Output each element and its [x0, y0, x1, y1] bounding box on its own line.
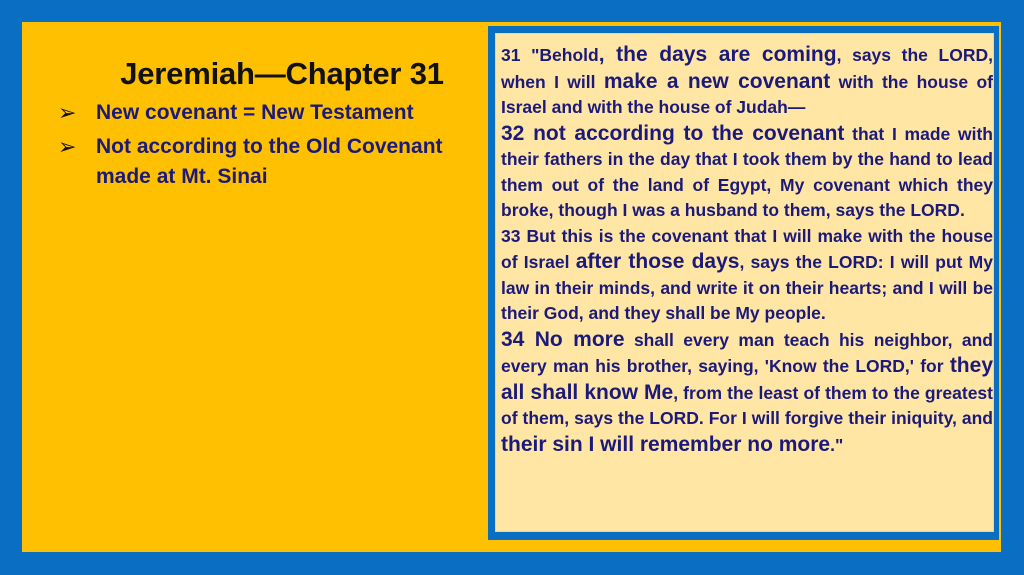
verse-31-emphasis-covenant: make a new covenant — [603, 69, 831, 93]
verse-31-text: , says the LORD, when I will — [501, 45, 993, 92]
verse-33-text-end: , says the LORD: I will put My law in their minds, and write it on their hearts; and I will be their God, and they shall be My people. — [501, 252, 993, 323]
verse-34 — [501, 327, 993, 459]
verse-31-emphasis-days: , the days are coming — [598, 43, 837, 66]
verse-31-text-end: with the house of Israel and with the house of Judah— — [501, 71, 993, 117]
verse-34-text-middle: , from the least of them to the greatest of them, says the LORD. For I will forgive their iniquity, and — [501, 382, 993, 428]
scripture-panel — [495, 33, 994, 532]
verse-32 — [501, 121, 993, 224]
verse-34-emphasis-know-me: they all shall know Me — [501, 354, 993, 404]
verse-31-prefix: 31 "Behold — [501, 45, 599, 65]
verse-33-text: 33 But this is the covenant that I will make with the house of Israel — [501, 225, 993, 272]
verse-32-text: that I made with their fathers in the day that I took them by the hand to lead them out of the land of Egypt, My covenant which they broke, though I was a husband to them, says the LORD. — [501, 123, 993, 220]
key-points-list — [54, 98, 484, 196]
scripture-text — [501, 42, 993, 458]
key-point-text: New covenant = New Testament — [96, 101, 414, 124]
verse-32-emphasis: 32 not according to the covenant — [501, 121, 845, 145]
slide-title: Jeremiah—Chapter 31 — [120, 56, 444, 91]
key-point-text: Not according to the Old Covenant made at Mt. Sinai — [96, 135, 443, 188]
verse-33-emphasis: after those days — [575, 250, 740, 273]
key-point-new-covenant — [54, 98, 484, 128]
key-point-old-covenant — [54, 132, 484, 192]
verse-34-text: shall every man teach his neighbor, and every man his brother, saying, 'Know the LORD,' for — [501, 329, 994, 376]
scripture-box — [488, 26, 999, 540]
arrow-bullet-icon: ➢ — [58, 100, 77, 125]
verse-31 — [501, 42, 993, 121]
arrow-bullet-icon: ➢ — [58, 134, 77, 159]
verse-33 — [501, 224, 993, 327]
verse-34-emphasis-remember: their sin I will remember no more — [501, 432, 831, 456]
verse-34-text-end: ." — [830, 434, 844, 455]
verse-34-emphasis-no-more: 34 No more — [501, 327, 625, 351]
